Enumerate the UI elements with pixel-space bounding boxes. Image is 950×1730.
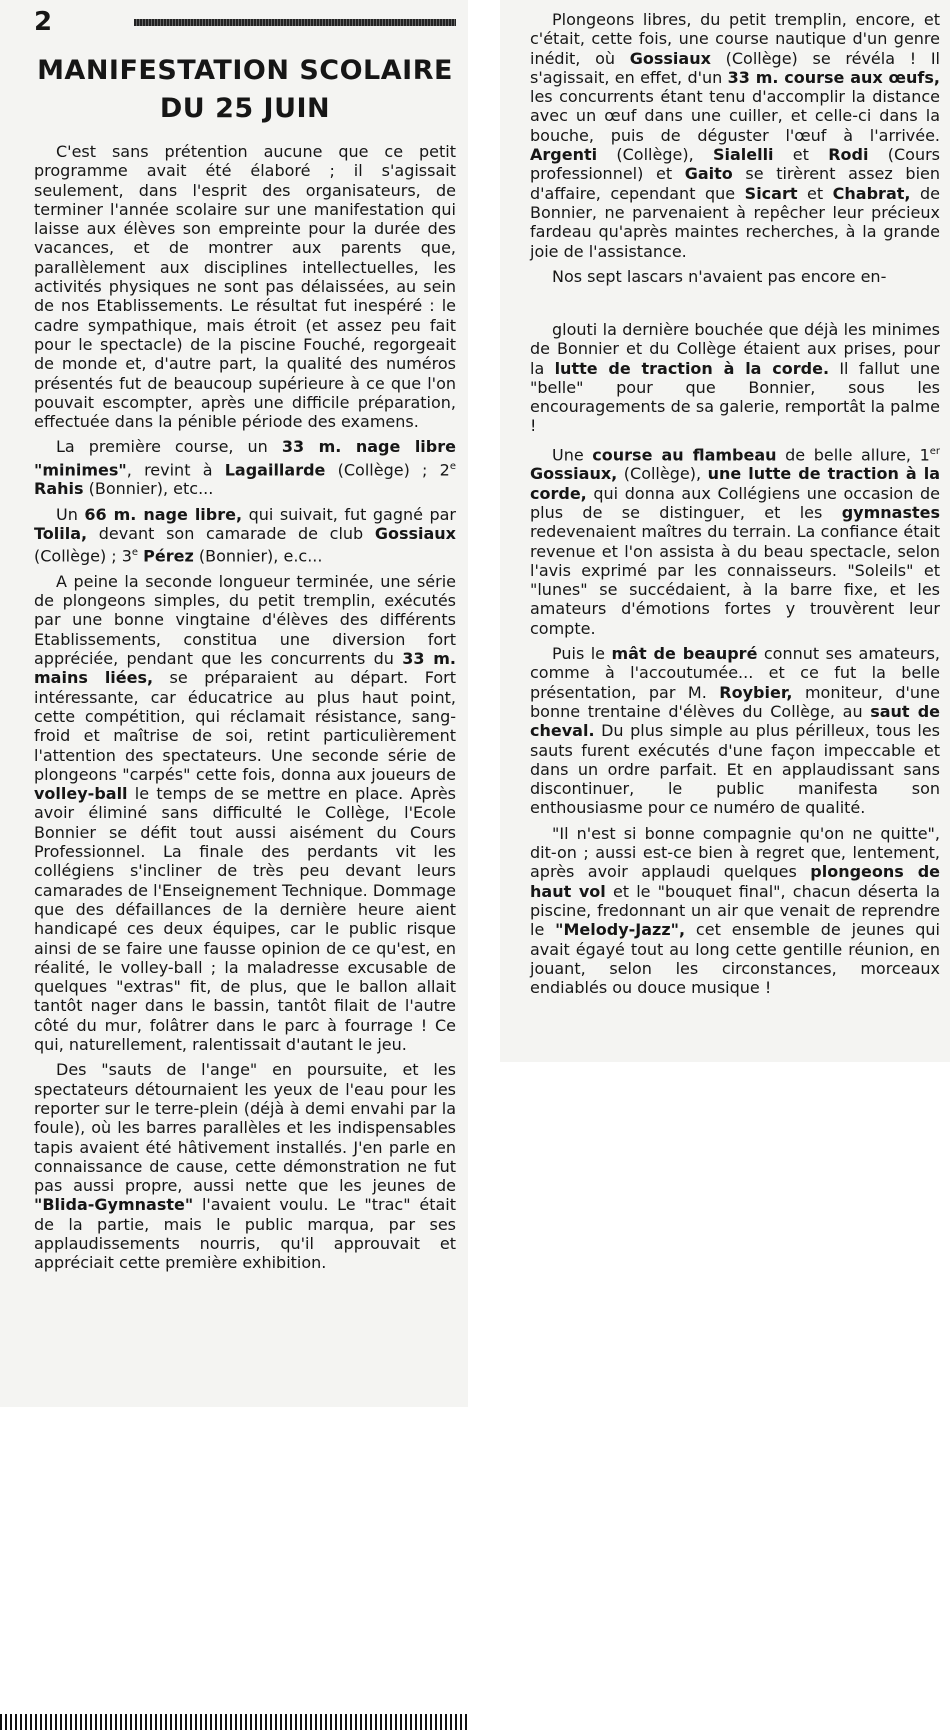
bold-text: Sicart bbox=[744, 183, 798, 203]
text-run: (Collège) ; 2 bbox=[325, 460, 450, 480]
text-run: et le "bouquet final", chacun déserta la piscine, fredonnant un air que venait de reprendre le bbox=[530, 881, 941, 940]
bottom-rule bbox=[0, 1714, 468, 1730]
right-bottom-body bbox=[530, 320, 940, 997]
right-column-top bbox=[500, 0, 950, 302]
bold-text: "Melody-Jazz", bbox=[555, 920, 686, 940]
bold-text: Roybier, bbox=[719, 682, 793, 702]
paragraph bbox=[530, 267, 940, 286]
bold-text: une lutte de traction à la corde, bbox=[530, 464, 941, 503]
bold-text: saut de cheval. bbox=[530, 701, 940, 741]
text-run: C'est sans prétention aucune que ce petit programme avait été élaboré ; il s'agissait seulement, dans l'esprit des organisateurs, de terminer l'année scolaire sur une manifestation qui laisse aux élèves son empreinte pour la durée des vacances, et de montrer aux parents que, parallèlement aux disciplines intellectuelles, les activités physiques ne sont pas délaissées, au sein de nos Etablissements. Le résultat fut inespéré : le cadre sympathique, mais étroit (et assez peu fait pour le spectacle) de la piscine Fouché, regorgeait de monde et, d'autre part, la qualité des numéros présentés fut de beaucoup supérieure à ce que l'on pouvait escompter, après une difficile préparation, effectuée dans la pénible période des examens. bbox=[34, 142, 456, 432]
text-run: l'avaient voulu. Le "trac" était de la partie, mais le public marqua, par ses applaudissements nourris, qu'il approuvait et appréciait cette première exhibition. bbox=[34, 1195, 456, 1273]
text-run: (Cours professionnel) et bbox=[530, 145, 941, 184]
text-run: Puis le bbox=[552, 644, 612, 664]
bold-text: Tolila, bbox=[34, 523, 88, 543]
text-run: Plongeons libres, du petit tremplin, encore, et c'était, cette fois, une course nautique d'un genre inédit, où bbox=[530, 10, 940, 68]
bold-text: Argenti bbox=[530, 145, 598, 165]
text-run: de belle allure, 1 bbox=[776, 445, 930, 465]
text-run: qui suivait, fut gagné par bbox=[242, 504, 457, 524]
bold-text: Gossiaux bbox=[374, 523, 456, 543]
text-run: et bbox=[773, 145, 829, 165]
article-title bbox=[34, 52, 456, 128]
text-run: (Collège), bbox=[597, 145, 713, 165]
bold-text: Chabrat, bbox=[832, 183, 911, 203]
text-run: se préparaient au départ. Fort intéressante, car éducatrice au plus haut point, cette compétition, qui réclamait résistance, sang-froid et maîtrise de soi, retint particulièrement l'attention des spectateurs. Une seconde série de plongeons "carpés" cette fois, donna aux joueurs de bbox=[34, 668, 456, 784]
paragraph bbox=[530, 644, 940, 818]
text-run: (Collège), bbox=[617, 464, 708, 484]
right-column-bottom bbox=[500, 302, 950, 1062]
text-run: cet ensemble de jeunes qui avait égayé tout au long cette gentille réunion, en jouant, selon les circonstances, morceaux endiablés ou douce musique ! bbox=[530, 920, 940, 998]
bold-text: course au flambeau bbox=[592, 445, 777, 465]
paragraph bbox=[530, 10, 940, 261]
paragraph bbox=[34, 142, 456, 431]
paragraph bbox=[530, 442, 940, 638]
bold-text: Gossiaux bbox=[629, 48, 711, 68]
header-rule bbox=[134, 19, 456, 26]
bold-text: Pérez bbox=[143, 546, 194, 566]
left-column bbox=[0, 0, 468, 1407]
paragraph bbox=[34, 572, 456, 1054]
title-line-1: MANIFESTATION SCOLAIRE bbox=[37, 55, 453, 86]
bold-text: lutte de traction à la corde. bbox=[554, 358, 830, 378]
superscript: er bbox=[929, 445, 941, 457]
bold-text: Sialelli bbox=[712, 145, 774, 165]
text-run: se tirèrent assez bien d'affaire, cependant que bbox=[530, 164, 940, 203]
paragraph bbox=[530, 824, 940, 998]
paragraph bbox=[34, 437, 456, 498]
text-run: Du plus simple au plus périlleux, tous les sauts furent exécutés d'une façon impeccable et dans un ordre parfait. Et en applaudissant sans discontinuer, le public manifesta son enthousiasme pour ce numéro de qualité. bbox=[530, 721, 940, 818]
bold-text: Rahis bbox=[34, 479, 84, 499]
text-run: A peine la seconde longueur terminée, une série de plongeons simples, du petit tremplin, exécutés par une bonne vingtaine d'élèves des différents Etablissements, constitua une diversion fort appréciée, pendant que les concurrents du bbox=[34, 571, 456, 669]
text-run: Nos sept lascars n'avaient pas encore en- bbox=[552, 266, 887, 286]
text-run: Il fallut une "belle" pour que Bonnier, sous les encouragements de sa galerie, remportât la palme ! bbox=[530, 358, 940, 436]
text-run: Un bbox=[56, 504, 85, 524]
left-body bbox=[34, 142, 456, 1273]
right-top-body bbox=[530, 10, 940, 286]
text-run: devant son camarade de club bbox=[87, 523, 375, 543]
paragraph bbox=[530, 320, 940, 436]
bold-text: gymnastes bbox=[841, 503, 940, 522]
bold-text: Lagaillarde bbox=[224, 460, 326, 480]
text-run: le temps de se mettre en place. Après avoir éliminé sans difficulté le Collège, l'Ecole Bonnier se défit tout aussi aisément du Cours Professionnel. La finale des perdants vit les collégiens s'incliner de très peu devant leurs camarades de l'Enseignement Technique. Dommage que des défaillances de la dernière heure aient handicapé ces deux équipes, car le public risque ainsi de se faire une fausse opinion de ce qu'est, en réalité, le volley-ball ; la maladresse excusable de quelques "extras" fit, de plus, que le ballon allait tantôt nager dans le bassin, tantôt filait de l'autre côté du mur, folâtrer dans le parc à fourrage ! Ce qui, naturellement, ralentissait d'autant le jeu. bbox=[34, 784, 456, 1055]
text-run: Des "sauts de l'ange" en poursuite, et les spectateurs détournaient les yeux de l'eau pour les reporter sur le terre-plein (déjà à demi envahi par la foule), où les barres parallèles et les indispensables tapis avaient été hâtivement installés. J'en parle en connaissance de cause, cette démonstration ne fut pas aussi propre, aussi nette que les jeunes de bbox=[34, 1060, 456, 1196]
text-run: redevenaient maîtres du terrain. La confiance était revenue et l'on assista à du beau spectacle, selon l'avis exprimé par les connaisseurs. "Soleils" et "lunes" se succédaient, à la barre fixe, et les amateurs d'émotions fortes y trouvèrent leur compte. bbox=[530, 522, 940, 638]
bold-text: volley-ball bbox=[34, 784, 128, 804]
text-run: "Il n'est si bonne compagnie qu'on ne quitte", dit-on ; aussi est-ce bien à regret que, lentement, après avoir applaudi quelques bbox=[530, 823, 940, 882]
bold-text: plongeons de haut vol bbox=[530, 862, 941, 901]
text-run: les concurrents étant tenu d'accomplir la distance avec un œuf dans une cuiller, et celle-ci dans la bouche, puis de déguster l'œuf à l'arrivée. bbox=[530, 87, 940, 145]
bold-text: 66 m. nage libre, bbox=[84, 504, 243, 524]
text-run: moniteur, d'une bonne trentaine d'élèves du Collège, au bbox=[530, 682, 941, 721]
paragraph bbox=[34, 505, 456, 566]
text-run: connut ses amateurs, comme à l'accoutumée... et ce fut la belle présentation, par M. bbox=[530, 644, 941, 702]
text-run: de Bonnier, ne parvenaient à repêcher leur précieux fardeau qu'après maintes recherches, à la grande joie de l'assistance. bbox=[530, 183, 940, 261]
text-run: Une bbox=[552, 445, 593, 465]
text-run: (Bonnier), etc... bbox=[83, 479, 214, 499]
page-header bbox=[34, 0, 456, 44]
bold-text: Rodi bbox=[828, 145, 869, 165]
text-run: , revint à bbox=[126, 460, 225, 480]
superscript: e bbox=[449, 460, 456, 472]
bold-text: 33 m. course aux œufs, bbox=[727, 67, 940, 87]
bold-text: "Blida-Gymnaste" bbox=[34, 1195, 194, 1215]
text-run: glouti la dernière bouchée que déjà les minimes de Bonnier et du Collège étaient aux prises, pour la bbox=[530, 320, 940, 378]
title-line-2: DU 25 JUIN bbox=[159, 93, 331, 124]
text-run: (Collège) se révéla ! Il s'agissait, en effet, d'un bbox=[530, 48, 940, 87]
text-run: (Bonnier), e.c... bbox=[193, 546, 323, 566]
bold-text: 33 m. nage libre "minimes" bbox=[34, 437, 456, 480]
bold-text: 33 m. mains liées, bbox=[34, 649, 456, 688]
text-run: (Collège) ; 3 bbox=[34, 546, 132, 566]
text-run: et bbox=[797, 183, 833, 203]
page-number: 2 bbox=[34, 7, 53, 37]
bold-text: mât de beaupré bbox=[611, 644, 758, 664]
bold-text: Gossiaux, bbox=[530, 464, 618, 484]
paragraph bbox=[34, 1060, 456, 1272]
text-run: qui donna aux Collégiens une occasion de plus de se distinguer, et les bbox=[530, 483, 940, 522]
bold-text: Gaito bbox=[684, 164, 733, 184]
superscript: e bbox=[131, 547, 139, 559]
text-run: La première course, un bbox=[56, 437, 282, 457]
